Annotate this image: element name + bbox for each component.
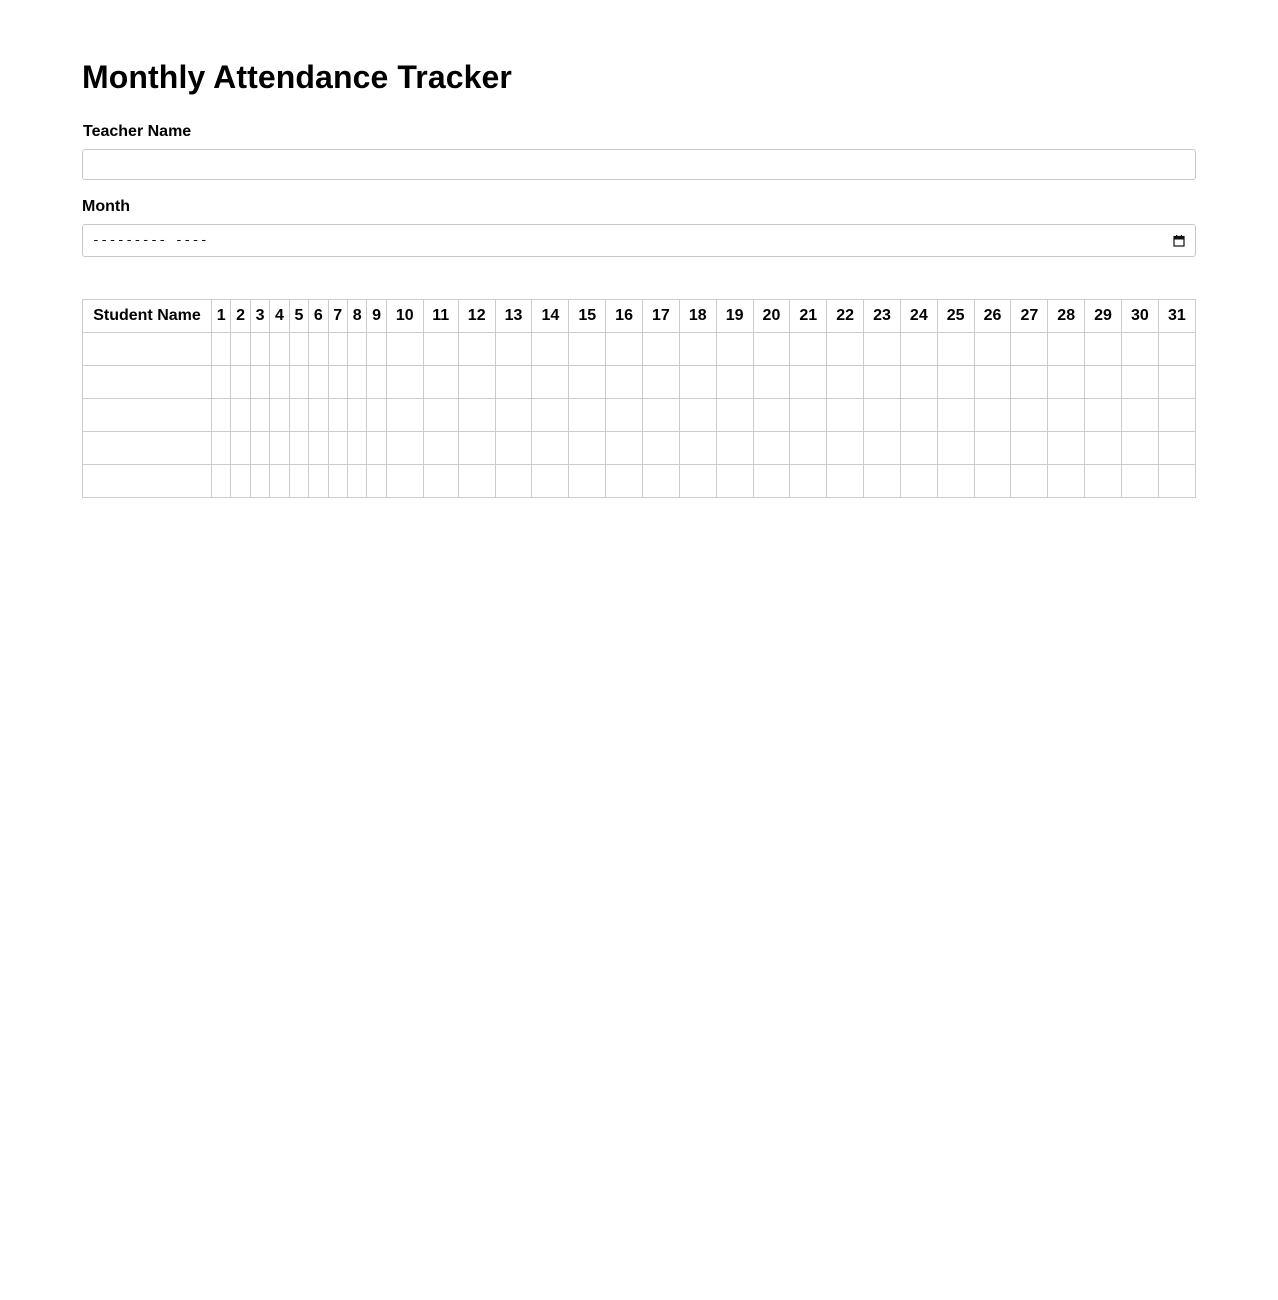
attendance-cell[interactable] (937, 366, 974, 399)
attendance-cell[interactable] (1085, 465, 1122, 498)
attendance-cell[interactable] (606, 465, 643, 498)
attendance-cell[interactable] (827, 366, 864, 399)
attendance-cell[interactable] (270, 333, 289, 366)
attendance-cell[interactable] (716, 399, 753, 432)
day-header-22: 22 (827, 300, 864, 333)
attendance-cell[interactable] (1011, 366, 1048, 399)
attendance-table (82, 299, 1196, 498)
attendance-cell[interactable] (250, 399, 269, 432)
attendance-cell[interactable] (1158, 399, 1195, 432)
page-title: Monthly Attendance Tracker (82, 59, 512, 95)
attendance-cell[interactable] (643, 333, 680, 366)
attendance-cell[interactable] (347, 333, 366, 366)
attendance-cell[interactable] (900, 432, 937, 465)
attendance-cell[interactable] (790, 399, 827, 432)
attendance-cell[interactable] (679, 399, 716, 432)
attendance-cell[interactable] (864, 465, 901, 498)
attendance-cell[interactable] (1121, 366, 1158, 399)
attendance-cell[interactable] (1158, 465, 1195, 498)
attendance-cell[interactable] (1048, 333, 1085, 366)
day-header-3: 3 (250, 300, 269, 333)
attendance-cell[interactable] (289, 432, 308, 465)
month-label: Month (82, 198, 130, 215)
attendance-cell[interactable] (347, 366, 366, 399)
attendance-cell[interactable] (679, 432, 716, 465)
attendance-cell[interactable] (716, 465, 753, 498)
attendance-cell[interactable] (458, 333, 495, 366)
attendance-cell[interactable] (900, 366, 937, 399)
attendance-cell[interactable] (495, 333, 532, 366)
student-name-cell[interactable] (83, 399, 212, 432)
attendance-cell[interactable] (827, 432, 864, 465)
table-row (83, 465, 1196, 498)
day-header-23: 23 (864, 300, 901, 333)
day-header-20: 20 (753, 300, 790, 333)
day-header-5: 5 (289, 300, 308, 333)
attendance-cell[interactable] (212, 333, 231, 366)
attendance-cell[interactable] (289, 366, 308, 399)
month-value[interactable]: --------- ---- (92, 233, 209, 248)
attendance-cell[interactable] (328, 366, 347, 399)
attendance-cell[interactable] (328, 399, 347, 432)
day-header-17: 17 (643, 300, 680, 333)
attendance-cell[interactable] (347, 399, 366, 432)
attendance-cell[interactable] (231, 465, 250, 498)
teacher-name-label: Teacher Name (83, 123, 192, 140)
attendance-cell[interactable] (569, 333, 606, 366)
attendance-cell[interactable] (864, 366, 901, 399)
attendance-cell[interactable] (1085, 432, 1122, 465)
day-header-16: 16 (606, 300, 643, 333)
attendance-cell[interactable] (532, 333, 569, 366)
day-header-27: 27 (1011, 300, 1048, 333)
attendance-cell[interactable] (827, 399, 864, 432)
attendance-cell[interactable] (423, 432, 458, 465)
attendance-cell[interactable] (937, 333, 974, 366)
attendance-cell[interactable] (423, 333, 458, 366)
attendance-cell[interactable] (495, 465, 532, 498)
attendance-cell[interactable] (532, 366, 569, 399)
attendance-cell[interactable] (458, 432, 495, 465)
attendance-cell[interactable] (1048, 399, 1085, 432)
attendance-cell[interactable] (532, 399, 569, 432)
attendance-cell[interactable] (643, 399, 680, 432)
attendance-cell[interactable] (753, 333, 790, 366)
attendance-cell[interactable] (974, 399, 1011, 432)
table-row (83, 333, 1196, 366)
attendance-cell[interactable] (1121, 432, 1158, 465)
day-header-29: 29 (1085, 300, 1122, 333)
attendance-cell[interactable] (1085, 333, 1122, 366)
day-header-2: 2 (231, 300, 250, 333)
student-name-cell[interactable] (83, 432, 212, 465)
attendance-cell[interactable] (643, 432, 680, 465)
attendance-cell[interactable] (606, 432, 643, 465)
attendance-cell[interactable] (212, 465, 231, 498)
attendance-cell[interactable] (386, 465, 423, 498)
attendance-cell[interactable] (569, 399, 606, 432)
attendance-cell[interactable] (1011, 432, 1048, 465)
attendance-cell[interactable] (367, 399, 386, 432)
student-name-header: Student Name (83, 300, 212, 333)
attendance-cell[interactable] (309, 432, 328, 465)
attendance-cell[interactable] (367, 432, 386, 465)
attendance-cell[interactable] (1048, 366, 1085, 399)
attendance-cell[interactable] (1158, 366, 1195, 399)
attendance-cell[interactable] (974, 333, 1011, 366)
attendance-cell[interactable] (790, 366, 827, 399)
table-row (83, 432, 1196, 465)
attendance-cell[interactable] (212, 366, 231, 399)
attendance-cell[interactable] (1121, 333, 1158, 366)
attendance-cell[interactable] (231, 399, 250, 432)
attendance-cell[interactable] (386, 399, 423, 432)
attendance-cell[interactable] (386, 432, 423, 465)
teacher-name-input[interactable] (82, 149, 1196, 180)
attendance-cell[interactable] (532, 465, 569, 498)
attendance-cell[interactable] (937, 465, 974, 498)
day-header-4: 4 (270, 300, 289, 333)
day-header-8: 8 (347, 300, 366, 333)
day-header-24: 24 (900, 300, 937, 333)
attendance-cell[interactable] (289, 333, 308, 366)
day-header-25: 25 (937, 300, 974, 333)
attendance-cell[interactable] (309, 465, 328, 498)
attendance-cell[interactable] (270, 465, 289, 498)
attendance-cell[interactable] (367, 465, 386, 498)
day-header-10: 10 (386, 300, 423, 333)
attendance-cell[interactable] (458, 366, 495, 399)
attendance-cell[interactable] (1158, 432, 1195, 465)
attendance-cell[interactable] (606, 333, 643, 366)
attendance-cell[interactable] (569, 366, 606, 399)
attendance-cell[interactable] (212, 399, 231, 432)
attendance-cell[interactable] (790, 465, 827, 498)
attendance-cell[interactable] (250, 333, 269, 366)
attendance-cell[interactable] (753, 399, 790, 432)
attendance-cell[interactable] (827, 333, 864, 366)
attendance-cell[interactable] (1011, 333, 1048, 366)
attendance-cell[interactable] (753, 465, 790, 498)
attendance-cell[interactable] (864, 333, 901, 366)
day-header-6: 6 (309, 300, 328, 333)
attendance-cell[interactable] (231, 333, 250, 366)
attendance-cell[interactable] (250, 432, 269, 465)
attendance-cell[interactable] (367, 366, 386, 399)
day-header-30: 30 (1121, 300, 1158, 333)
attendance-cell[interactable] (569, 465, 606, 498)
attendance-cell[interactable] (790, 432, 827, 465)
attendance-cell[interactable] (606, 399, 643, 432)
attendance-cell[interactable] (569, 432, 606, 465)
attendance-cell[interactable] (458, 399, 495, 432)
attendance-cell[interactable] (289, 465, 308, 498)
day-header-28: 28 (1048, 300, 1085, 333)
attendance-cell[interactable] (790, 333, 827, 366)
attendance-cell[interactable] (1011, 465, 1048, 498)
attendance-cell[interactable] (974, 432, 1011, 465)
attendance-cell[interactable] (716, 333, 753, 366)
attendance-cell[interactable] (937, 432, 974, 465)
attendance-cell[interactable] (900, 333, 937, 366)
attendance-cell[interactable] (1048, 465, 1085, 498)
day-header-14: 14 (532, 300, 569, 333)
table-row (83, 366, 1196, 399)
day-header-7: 7 (328, 300, 347, 333)
attendance-cell[interactable] (212, 432, 231, 465)
attendance-cell[interactable] (423, 366, 458, 399)
attendance-cell[interactable] (1085, 366, 1122, 399)
attendance-cell[interactable] (864, 432, 901, 465)
day-header-13: 13 (495, 300, 532, 333)
attendance-cell[interactable] (900, 465, 937, 498)
attendance-cell[interactable] (270, 366, 289, 399)
attendance-cell[interactable] (270, 399, 289, 432)
attendance-cell[interactable] (900, 399, 937, 432)
day-header-18: 18 (679, 300, 716, 333)
day-header-11: 11 (423, 300, 458, 333)
attendance-cell[interactable] (643, 465, 680, 498)
attendance-cell[interactable] (974, 366, 1011, 399)
day-header-9: 9 (367, 300, 386, 333)
table-row (83, 399, 1196, 432)
page (0, 0, 1278, 498)
attendance-cell[interactable] (1121, 399, 1158, 432)
attendance-cell[interactable] (423, 399, 458, 432)
attendance-cell[interactable] (532, 432, 569, 465)
attendance-cell[interactable] (250, 366, 269, 399)
attendance-cell[interactable] (827, 465, 864, 498)
attendance-cell[interactable] (716, 432, 753, 465)
attendance-cell[interactable] (974, 465, 1011, 498)
attendance-cell[interactable] (423, 465, 458, 498)
attendance-cell[interactable] (1158, 333, 1195, 366)
attendance-cell[interactable] (643, 366, 680, 399)
student-name-cell[interactable] (83, 366, 212, 399)
attendance-cell[interactable] (309, 333, 328, 366)
attendance-cell[interactable] (347, 465, 366, 498)
student-name-cell[interactable] (83, 465, 212, 498)
attendance-cell[interactable] (309, 366, 328, 399)
attendance-cell[interactable] (231, 366, 250, 399)
attendance-cell[interactable] (289, 399, 308, 432)
attendance-cell[interactable] (716, 366, 753, 399)
attendance-cell[interactable] (1048, 432, 1085, 465)
attendance-cell[interactable] (937, 399, 974, 432)
attendance-cell[interactable] (347, 432, 366, 465)
day-header-19: 19 (716, 300, 753, 333)
attendance-cell[interactable] (495, 432, 532, 465)
attendance-cell[interactable] (1121, 465, 1158, 498)
calendar-icon[interactable] (1173, 235, 1185, 247)
attendance-cell[interactable] (495, 366, 532, 399)
header-row (83, 300, 1196, 333)
attendance-cell[interactable] (606, 366, 643, 399)
day-header-12: 12 (458, 300, 495, 333)
attendance-cell[interactable] (458, 465, 495, 498)
attendance-cell[interactable] (495, 399, 532, 432)
day-header-15: 15 (569, 300, 606, 333)
month-input[interactable] (82, 224, 1196, 257)
attendance-cell[interactable] (679, 366, 716, 399)
attendance-cell[interactable] (328, 432, 347, 465)
attendance-table-wrap (82, 299, 1196, 498)
attendance-cell[interactable] (328, 333, 347, 366)
attendance-cell[interactable] (309, 399, 328, 432)
attendance-cell[interactable] (1011, 399, 1048, 432)
attendance-cell[interactable] (250, 465, 269, 498)
attendance-cell[interactable] (270, 432, 289, 465)
attendance-cell[interactable] (864, 399, 901, 432)
attendance-cell[interactable] (386, 366, 423, 399)
attendance-body (83, 333, 1196, 498)
day-header-21: 21 (790, 300, 827, 333)
day-header-31: 31 (1158, 300, 1195, 333)
day-header-1: 1 (212, 300, 231, 333)
attendance-cell[interactable] (231, 432, 250, 465)
attendance-cell[interactable] (679, 333, 716, 366)
attendance-cell[interactable] (367, 333, 386, 366)
attendance-cell[interactable] (328, 465, 347, 498)
attendance-cell[interactable] (1085, 399, 1122, 432)
attendance-cell[interactable] (753, 366, 790, 399)
attendance-cell[interactable] (753, 432, 790, 465)
student-name-cell[interactable] (83, 333, 212, 366)
attendance-cell[interactable] (679, 465, 716, 498)
attendance-cell[interactable] (386, 333, 423, 366)
day-header-26: 26 (974, 300, 1011, 333)
